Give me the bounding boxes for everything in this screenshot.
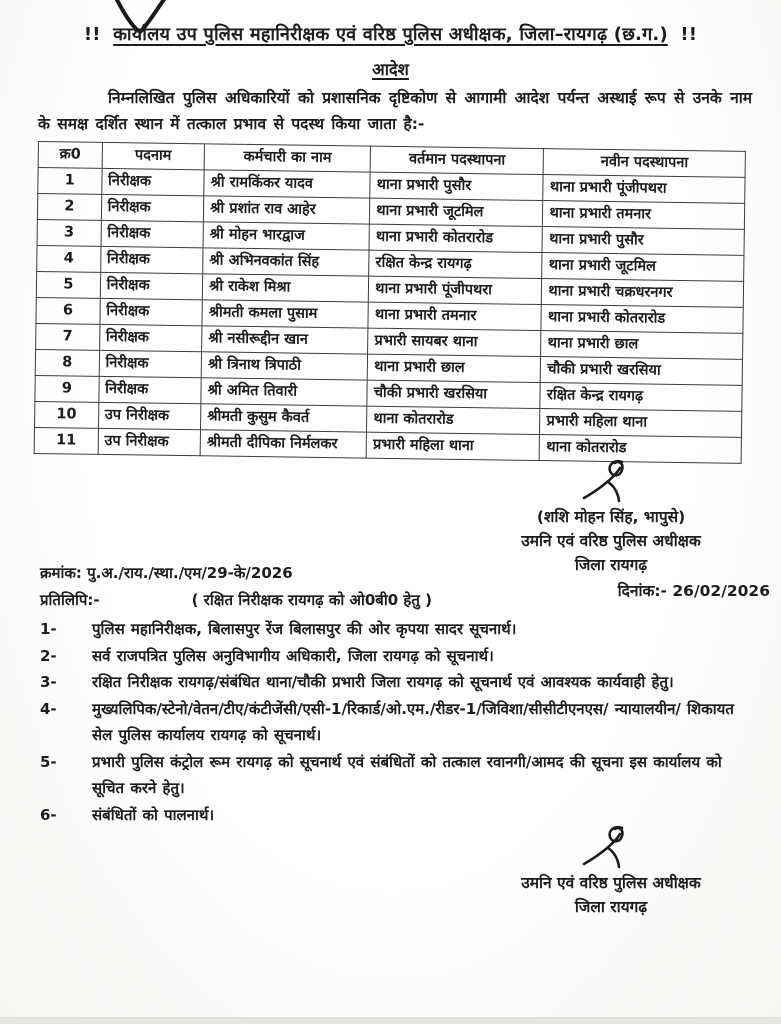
signatory-name: (शशि मोहन सिंह, भापुसे) [536,508,686,526]
table-cell: चौकी प्रभारी खरसिया [541,357,743,386]
table-cell: निरीक्षक [100,272,203,299]
copy-item-text: रक्षित निरीक्षक रायगढ़/संबंधित थाना/चौकी प्रभारी जिला रायगढ़ को सूचनार्थ एवं आवश्यक कार्यवाही हेतु। [92,673,674,691]
table-cell: श्री राकेश मिश्रा [202,274,368,302]
copy-list-item [40,669,754,696]
copy-list-item [40,643,754,670]
table-cell: थाना प्रभारी जूटमिल [542,253,744,282]
copy-item-number: 4- [40,699,57,718]
table-cell: 8 [35,349,99,376]
title-text: कार्यालय उप पुलिस महानिरीक्षक एवं वरिष्ठ पुलिस अधीक्षक, जिला–रायगढ़ (छ.ग.) [113,24,668,45]
signatory-district: जिला रायगढ़ [574,556,648,574]
table-cell: 2 [37,194,101,221]
table-cell: श्री प्रशांत राव आहेर [204,196,370,224]
table-cell: प्रभारी महिला थाना [366,432,540,460]
table-cell: निरीक्षक [100,246,203,273]
intro-paragraph: निम्नलिखित पुलिस अधिकारियों को प्रशासनिक दृष्टिकोण से आगामी आदेश पर्यन्त अस्थाई रूप से उनके नाम के समक्ष दर्शित स्थान में तत्काल प्रभाव से पदस्थ किया जाता है:- [38,89,752,133]
scan-edge [0,1017,781,1024]
table-cell: 5 [36,271,100,298]
header-cell: कर्मचारी का नाम [204,144,370,172]
table-cell: थाना प्रभारी कोतरारोड [541,305,743,334]
table-cell: थाना कोतरारोड [540,435,742,464]
copy-list-item [40,696,754,749]
reference-number: क्रमांक: पु.अ./राय./स्था./एम/29-के/2026 [40,564,293,582]
table-cell: श्री त्रिनाथ त्रिपाठी [201,352,367,380]
table-body [34,168,745,464]
table-cell: 4 [37,245,101,272]
copy-label: प्रतिलिपि:- [40,591,100,609]
table-cell: थाना प्रभारी जूटमिल [370,198,544,226]
copy-item-number: 6- [40,805,57,824]
order-subtitle: आदेश [372,60,409,79]
table-cell: श्री रामकिंकर यादव [204,170,370,198]
copy-list-item [40,616,754,643]
signature-block-bottom [450,824,772,919]
table-cell: श्रीमती कमला पुसाम [202,300,368,328]
table-cell: श्री अमित तिवारी [201,378,367,406]
copy-item-number: 2- [40,646,57,665]
table-cell: श्रीमती कुसुम कैवर्त [201,404,367,432]
signatory-district: जिला रायगढ़ [574,898,648,916]
table-cell: निरीक्षक [101,168,204,195]
table-cell: थाना प्रभारी पूंजीपथरा [543,175,745,204]
copy-item-number: 5- [40,752,57,771]
table-cell: थाना प्रभारी पूंजीपथरा [369,276,543,304]
table-cell: थाना कोतरारोड [367,406,541,434]
table-cell: थाना प्रभारी छाल [541,331,743,360]
copy-distribution-list [40,616,754,828]
table-cell: उप निरीक्षक [98,402,201,429]
reference-block [40,560,560,614]
table-cell: 11 [34,427,98,454]
copy-item-text: पुलिस महानिरीक्षक, बिलासपुर रेंज बिलासपुर की ओर कृपया सादर सूचनार्थ। [92,620,517,638]
table-cell: निरीक्षक [99,350,202,377]
signature-scribble-icon [578,824,644,870]
signatory-designation: उमनि एवं वरिष्ठ पुलिस अधीक्षक [521,532,701,550]
copy-note: ( रक्षित निरीक्षक रायगढ़ को ओ0बी0 हेतु ) [191,591,432,609]
table-cell: थाना प्रभारी पुसौर [542,227,744,256]
table-cell: उप निरीक्षक [98,428,201,455]
copy-list-item [40,749,754,802]
table-cell: निरीक्षक [98,376,201,403]
header-cell: क्र0 [38,142,102,169]
table-cell: निरीक्षक [99,324,202,351]
order-date: दिनांक:- 26/02/2026 [617,582,770,600]
header-cell: पदनाम [102,142,205,169]
table-cell: थाना प्रभारी पुसौर [370,172,544,200]
document-title [0,22,781,46]
copy-item-text: प्रभारी पुलिस कंट्रोल रूम रायगढ़ को सूचनार्थ एवं संबंधितों को तत्काल रवानगी/आमद की सूचना इस कार्यालय को सूचित करने हेतु। [92,752,722,797]
header-cell: नवीन पदस्थापना [544,149,746,178]
table-cell: थाना प्रभारी छाल [367,354,541,382]
copy-item-number: 3- [40,673,57,691]
table-cell: चौकी प्रभारी खरसिया [367,380,541,408]
table-cell: श्री नसीरूद्दीन खान [202,326,368,354]
copy-item-number: 1- [40,620,57,638]
table-cell: थाना प्रभारी तमनार [368,302,542,330]
table-cell: प्रभारी महिला थाना [540,409,742,438]
signature-scribble-icon [578,458,644,504]
table-cell: श्रीमती दीपिका निर्मलकर [200,430,366,458]
table-cell: थाना प्रभारी कोतरारोड [369,224,543,252]
table-cell: 6 [36,297,100,324]
title-suffix: !! [680,24,698,45]
title-prefix: !! [83,24,101,45]
copy-item-text: संबंधितों को पालनार्थ। [92,805,215,824]
table-cell: प्रभारी सायबर थाना [368,328,542,356]
table-cell: श्री अभिनवकांत सिंह [203,248,369,276]
table-cell: रक्षित केन्द्र रायगढ़ [540,383,742,412]
table-cell: 10 [34,401,98,428]
table-cell: निरीक्षक [100,298,203,325]
copy-item-text: मुख्यलिपिक/स्टेनो/वेतन/टीए/कंटीजेंसी/एसी-1/रिकार्ड/ओ.एम./रीडर-1/जिविशा/सीसीटीएनएस/ न्यायालयीन/ शिकायत सेल पुलिस कार्यालय रायगढ़ को सूचनार्थ। [92,699,734,744]
transfer-table [34,141,746,464]
copy-item-text: सर्व राजपत्रित पुलिस अनुविभागीय अधिकारी, जिला रायगढ़ को सूचनार्थ। [92,646,494,665]
table-cell: 7 [36,323,100,350]
table-cell: 3 [37,219,101,246]
table-cell: रक्षित केन्द्र रायगढ़ [369,250,543,278]
table-cell: थाना प्रभारी तमनार [543,201,745,230]
table-cell: 1 [38,168,102,195]
table-cell: निरीक्षक [101,194,204,221]
table-cell: श्री मोहन भारद्वाज [203,222,369,250]
table-cell: निरीक्षक [101,220,204,247]
header-cell: वर्तमान पदस्थापना [370,146,544,174]
table-cell: 9 [35,375,99,402]
table-cell: थाना प्रभारी चक्रधरनगर [542,279,744,308]
signatory-designation: उमनि एवं वरिष्ठ पुलिस अधीक्षक [521,874,701,892]
